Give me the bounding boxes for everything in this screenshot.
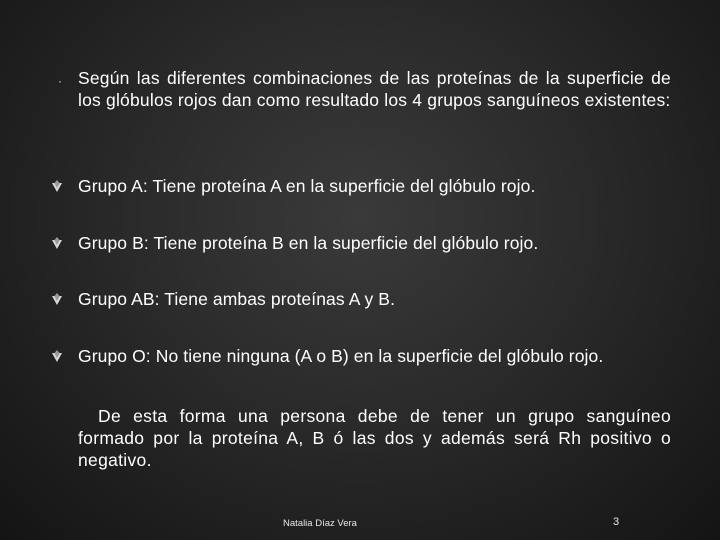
bullet-text: Grupo B: Tiene proteína B en la superficie del glóbulo rojo.: [78, 233, 539, 253]
footer-author: Natalia Díaz Vera: [283, 518, 357, 529]
bullet-item-grupo-ab: [0, 288, 720, 312]
intro-paragraph: Según las diferentes combinaciones de las proteínas de la superficie de los glóbulos rojos dan como resultado los 4 grupos sanguíneos existentes:: [78, 68, 671, 110]
closing-paragraph: [78, 405, 671, 471]
bullet-item-grupo-a: [0, 175, 720, 199]
intro-bullet: ·: [58, 74, 62, 88]
bullet-text: Grupo O: No tiene ninguna (A o B) en la superficie del glóbulo rojo.: [78, 346, 604, 366]
diamond-checkmark-bullet-icon: [50, 292, 64, 306]
diamond-checkmark-bullet-icon: [50, 179, 64, 193]
diamond-checkmark-bullet-icon: [50, 349, 64, 363]
diamond-checkmark-bullet-icon: [50, 236, 64, 250]
bullet-text: Grupo AB: Tiene ambas proteínas A y B.: [78, 289, 396, 309]
bullet-text: Grupo A: Tiene proteína A en la superficie del glóbulo rojo.: [78, 176, 536, 196]
page-number: 3: [613, 516, 620, 528]
bullet-item-grupo-o: [0, 345, 720, 369]
bullet-item-grupo-b: [0, 232, 720, 256]
closing-text: De esta forma una persona debe de tener un grupo sanguíneo formado por la proteína A, B ó las dos y además será Rh positivo o negativo.: [78, 406, 671, 470]
